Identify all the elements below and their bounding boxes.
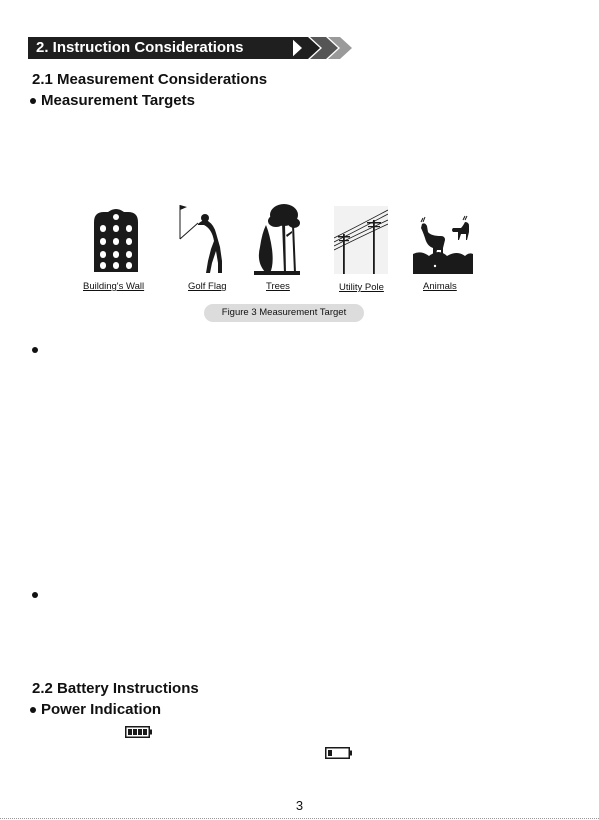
figure-caption: Figure 3 Measurement Target [204,304,364,322]
measurement-targets-label: Measurement Targets [41,92,195,109]
battery-low-icon [325,747,353,759]
battery-full-icon [125,726,153,738]
bullet-icon [32,592,38,598]
trees-label: Trees [266,281,290,292]
building-icon [92,208,140,272]
utility-pole-label: Utility Pole [339,282,384,293]
building-wall-label: Building's Wall [83,281,145,292]
measurement-targets-heading [30,92,195,110]
footer-divider [0,818,599,819]
power-indication-label: Power Indication [41,701,162,718]
golfer-icon [174,203,224,275]
bullet-icon [30,98,36,104]
animals-icon [413,214,473,274]
animals-label: Animals [423,281,457,292]
double-chevron-icon [290,37,354,59]
section-title: 2. Instruction Considerations [36,39,244,56]
section-banner [28,37,328,61]
battery-instructions-heading: 2.2 Battery Instructions [32,680,199,697]
golf-flag-label: Golf Flag [188,281,227,292]
measurement-considerations-heading: 2.1 Measurement Considerations [32,71,268,88]
page-number: 3 [295,798,304,813]
utility-pole-icon [334,206,388,274]
bullet-icon [30,707,36,713]
trees-icon [252,203,302,275]
power-indication-heading [30,701,161,719]
bullet-icon [32,347,38,353]
